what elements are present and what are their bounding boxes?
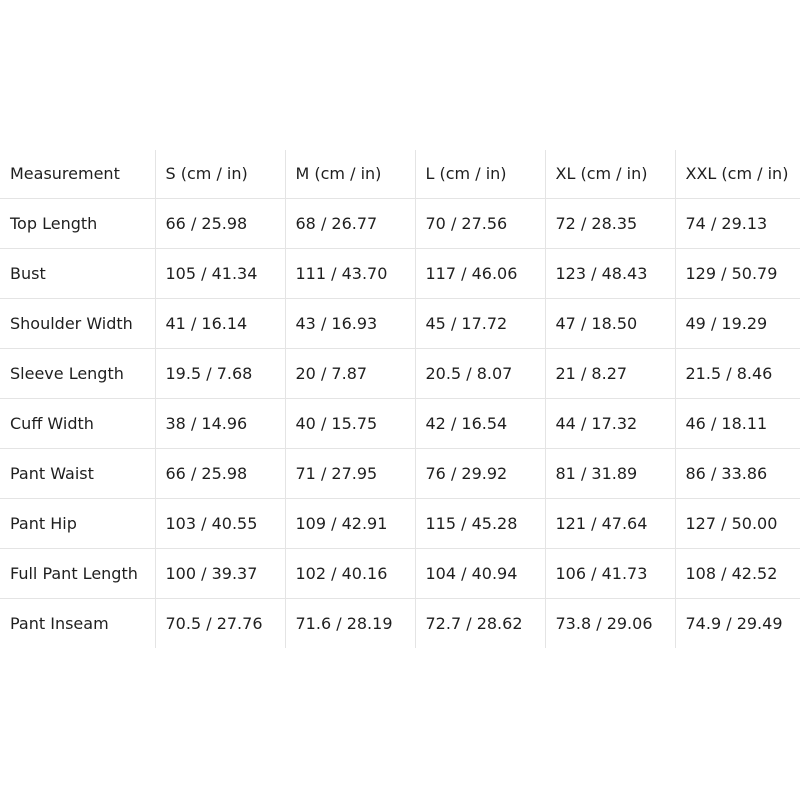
- size-chart-body: [0, 198, 800, 648]
- value-size-m: 102 / 40.16: [285, 548, 415, 598]
- value-size-l: 76 / 29.92: [415, 448, 545, 498]
- measurement-label: Top Length: [0, 198, 155, 248]
- table-row: [0, 248, 800, 298]
- measurement-label: Pant Waist: [0, 448, 155, 498]
- value-size-xxl: 108 / 42.52: [675, 548, 800, 598]
- table-row: [0, 298, 800, 348]
- value-size-s: 41 / 16.14: [155, 298, 285, 348]
- value-size-xl: 21 / 8.27: [545, 348, 675, 398]
- measurement-label: Full Pant Length: [0, 548, 155, 598]
- value-size-xl: 121 / 47.64: [545, 498, 675, 548]
- value-size-xxl: 129 / 50.79: [675, 248, 800, 298]
- value-size-m: 43 / 16.93: [285, 298, 415, 348]
- measurement-label: Bust: [0, 248, 155, 298]
- value-size-s: 70.5 / 27.76: [155, 598, 285, 648]
- value-size-s: 66 / 25.98: [155, 448, 285, 498]
- value-size-xxl: 49 / 19.29: [675, 298, 800, 348]
- size-chart-header: [0, 150, 800, 198]
- table-row: [0, 398, 800, 448]
- value-size-m: 111 / 43.70: [285, 248, 415, 298]
- value-size-xl: 81 / 31.89: [545, 448, 675, 498]
- header-size-xxl: XXL (cm / in): [675, 150, 800, 198]
- value-size-m: 71 / 27.95: [285, 448, 415, 498]
- size-chart-table: [0, 150, 800, 648]
- value-size-s: 105 / 41.34: [155, 248, 285, 298]
- value-size-l: 115 / 45.28: [415, 498, 545, 548]
- value-size-l: 117 / 46.06: [415, 248, 545, 298]
- value-size-xxl: 46 / 18.11: [675, 398, 800, 448]
- table-row: [0, 448, 800, 498]
- measurement-label: Shoulder Width: [0, 298, 155, 348]
- value-size-s: 66 / 25.98: [155, 198, 285, 248]
- value-size-l: 20.5 / 8.07: [415, 348, 545, 398]
- header-size-l: L (cm / in): [415, 150, 545, 198]
- value-size-l: 45 / 17.72: [415, 298, 545, 348]
- measurement-label: Cuff Width: [0, 398, 155, 448]
- value-size-xxl: 74 / 29.13: [675, 198, 800, 248]
- table-row: [0, 598, 800, 648]
- value-size-s: 100 / 39.37: [155, 548, 285, 598]
- header-row: [0, 150, 800, 198]
- value-size-xxl: 127 / 50.00: [675, 498, 800, 548]
- value-size-s: 103 / 40.55: [155, 498, 285, 548]
- measurement-label: Sleeve Length: [0, 348, 155, 398]
- value-size-xxl: 86 / 33.86: [675, 448, 800, 498]
- value-size-l: 104 / 40.94: [415, 548, 545, 598]
- value-size-xxl: 74.9 / 29.49: [675, 598, 800, 648]
- value-size-s: 38 / 14.96: [155, 398, 285, 448]
- header-measurement: Measurement: [0, 150, 155, 198]
- value-size-l: 70 / 27.56: [415, 198, 545, 248]
- value-size-l: 72.7 / 28.62: [415, 598, 545, 648]
- value-size-s: 19.5 / 7.68: [155, 348, 285, 398]
- value-size-xl: 123 / 48.43: [545, 248, 675, 298]
- value-size-xl: 44 / 17.32: [545, 398, 675, 448]
- header-size-s: S (cm / in): [155, 150, 285, 198]
- header-size-m: M (cm / in): [285, 150, 415, 198]
- value-size-m: 109 / 42.91: [285, 498, 415, 548]
- table-row: [0, 498, 800, 548]
- value-size-m: 40 / 15.75: [285, 398, 415, 448]
- value-size-m: 20 / 7.87: [285, 348, 415, 398]
- table-row: [0, 548, 800, 598]
- measurement-label: Pant Inseam: [10, 613, 109, 633]
- table-row: [0, 198, 800, 248]
- value-size-xl: 73.8 / 29.06: [545, 598, 675, 648]
- value-size-xl: 106 / 41.73: [545, 548, 675, 598]
- value-size-xl: 47 / 18.50: [545, 298, 675, 348]
- value-size-m: 68 / 26.77: [285, 198, 415, 248]
- value-size-xl: 72 / 28.35: [545, 198, 675, 248]
- value-size-l: 42 / 16.54: [415, 398, 545, 448]
- table-row: [0, 348, 800, 398]
- value-size-xxl: 21.5 / 8.46: [675, 348, 800, 398]
- header-size-xl: XL (cm / in): [545, 150, 675, 198]
- value-size-m: 71.6 / 28.19: [285, 598, 415, 648]
- measurement-label: Pant Hip: [0, 498, 155, 548]
